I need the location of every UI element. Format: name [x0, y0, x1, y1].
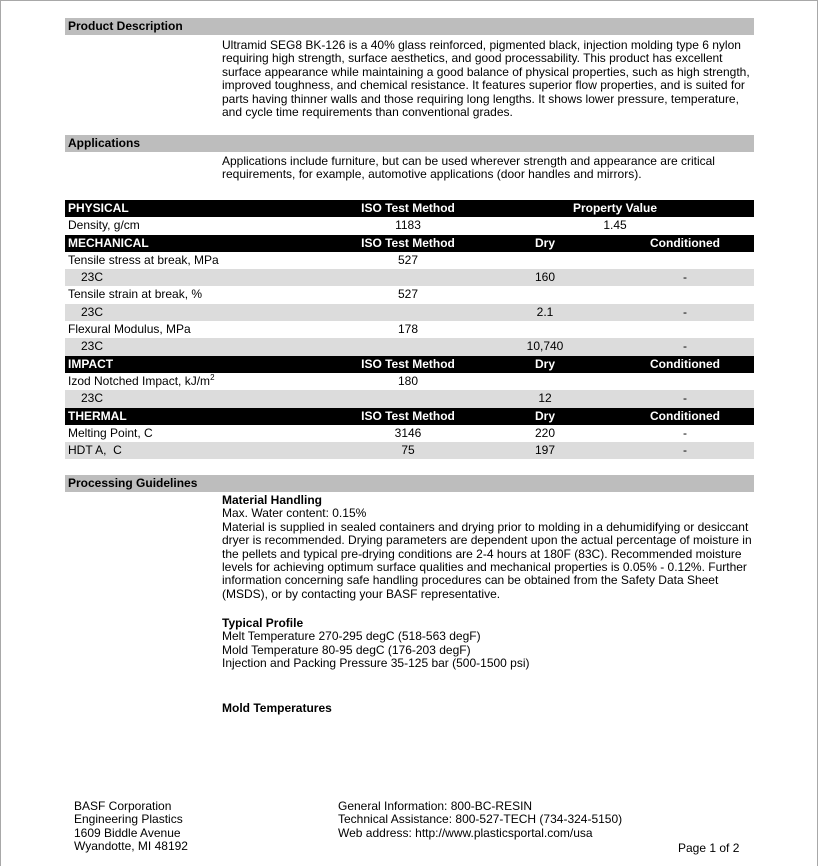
- mechanical-header-row: [65, 235, 754, 252]
- text-line: levels for achieving optimum surface qualities and mechanical properties is 0.05% - 0.12%. Further: [222, 560, 747, 575]
- product-description-heading: Product Description: [65, 18, 754, 35]
- physical-header-row: [65, 200, 754, 217]
- dry-value: 12: [538, 391, 552, 406]
- footer-contact: [338, 800, 622, 840]
- general-info-phone: General Information: 800-BC-RESIN: [338, 799, 533, 813]
- text-line: parts having thinner walls and those requiring long lengths. It shows lower pressure, temperature,: [222, 91, 739, 106]
- iso-method: 527: [397, 252, 419, 267]
- thermal-header-row: [65, 408, 754, 425]
- text-line: and cycle time requirements than conventional grades.: [222, 105, 513, 120]
- property-name: [68, 373, 215, 390]
- dry-value: 10,740: [526, 339, 564, 354]
- table-row: [65, 321, 754, 338]
- properties-table: [65, 200, 754, 459]
- dry-value: 220: [534, 425, 556, 440]
- conditioned-header: Conditioned: [650, 356, 720, 371]
- iso-method-header: ISO Test Method: [361, 356, 455, 371]
- unit-superscript: 2: [210, 372, 215, 382]
- iso-method-header: ISO Test Method: [361, 201, 455, 215]
- division-name: Engineering Plastics: [74, 812, 183, 827]
- typical-profile-title: Typical Profile: [222, 616, 304, 630]
- table-row: [65, 286, 754, 303]
- iso-method: 178: [397, 322, 419, 337]
- dry-header: Dry: [534, 408, 555, 423]
- web-address: Web address: http://www.plasticsportal.com/usa: [338, 825, 593, 840]
- iso-method: 3146: [394, 425, 422, 440]
- property-name-text: Izod Notched Impact, kJ/m: [68, 373, 211, 388]
- material-handling-block: [222, 494, 762, 601]
- property-name: HDT A, C: [68, 443, 122, 458]
- conditioned-value: -: [683, 339, 687, 354]
- typical-profile-block: [222, 617, 762, 671]
- dry-value: 160: [534, 270, 556, 285]
- iso-method: 1183: [395, 218, 421, 233]
- property-name: Melting Point, C: [68, 425, 153, 440]
- text-line: the pellets and typical pre-drying conditions are 2-4 hours at 180F (83C). Recommended moisture: [222, 546, 742, 561]
- dry-header: Dry: [534, 235, 555, 250]
- dry-value: 2.1: [536, 304, 554, 319]
- text-line: requiring high strength, surface aesthetics, and good processability. This product has excellent: [222, 51, 723, 66]
- iso-method-header: ISO Test Method: [361, 408, 455, 423]
- text-line: Ultramid SEG8 BK-126 is a 40% glass reinforced, pigmented black, injection molding type 6 nylon: [222, 38, 741, 52]
- property-name: Density, g/cm: [68, 218, 140, 233]
- table-row: [65, 442, 754, 459]
- iso-method: 527: [397, 287, 419, 302]
- table-row: [65, 304, 754, 321]
- text-line: improved toughness, and chemical resistance. It features superior flow properties, and is suited for: [222, 78, 745, 93]
- conditioned-value: -: [683, 391, 687, 406]
- street-address: 1609 Biddle Avenue: [74, 825, 181, 840]
- condition-temp: 23C: [81, 304, 104, 319]
- applications-text: [222, 155, 762, 182]
- conditioned-value: -: [683, 270, 687, 285]
- text-line: Max. Water content: 0.15%: [222, 506, 367, 521]
- condition-temp: 23C: [81, 391, 104, 406]
- mechanical-category: MECHANICAL: [68, 235, 149, 250]
- table-row: [65, 269, 754, 286]
- condition-temp: 23C: [81, 270, 104, 285]
- impact-header-row: [65, 356, 754, 373]
- property-name: Flexural Modulus, MPa: [68, 322, 191, 337]
- text-line: dryer is recommended. Drying parameters are dependent upon the actual percentage of moisture in: [222, 533, 752, 548]
- company-name: BASF Corporation: [74, 799, 172, 813]
- dry-value: 197: [534, 443, 556, 458]
- table-row: [65, 373, 754, 390]
- text-line: information concerning safe handling procedures can be obtained from the Safety Data Sheet: [222, 573, 719, 588]
- technical-assistance-phone: Technical Assistance: 800-527-TECH (734-324-5150): [338, 812, 623, 827]
- text-line: (MSDS), or by contacting your BASF representative.: [222, 586, 501, 601]
- product-description-text: [222, 39, 762, 119]
- property-name: Tensile stress at break, MPa: [68, 252, 219, 267]
- table-row: [65, 390, 754, 407]
- text-line: Mold Temperature 80-95 degC (176-203 degF): [222, 642, 471, 657]
- text-line: Melt Temperature 270-295 degC (518-563 degF): [222, 629, 481, 644]
- thermal-category: THERMAL: [68, 408, 127, 423]
- conditioned-value: -: [683, 304, 687, 319]
- text-line: requirements, for example, automotive applications (door handles and mirrors).: [222, 167, 642, 182]
- iso-method-header: ISO Test Method: [361, 235, 455, 250]
- table-row: [65, 217, 754, 234]
- impact-category: IMPACT: [68, 356, 114, 371]
- dry-header: Dry: [534, 356, 555, 371]
- conditioned-value: -: [683, 425, 687, 440]
- city-state-zip: Wyandotte, MI 48192: [74, 839, 188, 854]
- property-name: Tensile strain at break, %: [68, 287, 203, 302]
- material-handling-title: Material Handling: [222, 493, 323, 507]
- text-line: Injection and Packing Pressure 35-125 bar (500-1500 psi): [222, 656, 530, 671]
- conditioned-header: Conditioned: [650, 408, 720, 423]
- mold-temperatures-title: Mold Temperatures: [222, 701, 332, 715]
- property-value: 1.45: [603, 218, 627, 233]
- footer-address: [74, 800, 188, 854]
- text-line: Material is supplied in sealed containers and drying prior to molding in a dehumidifying or desiccant: [222, 519, 749, 534]
- condition-temp: 23C: [81, 339, 104, 354]
- conditioned-header: Conditioned: [650, 235, 720, 250]
- table-row: [65, 338, 754, 355]
- text-line: Applications include furniture, but can be used wherever strength and appearance are critical: [222, 154, 715, 168]
- page-number: Page 1 of 2: [678, 841, 740, 855]
- iso-method: 75: [401, 443, 415, 458]
- physical-category: PHYSICAL: [68, 201, 129, 215]
- property-value-header: Property Value: [572, 201, 658, 215]
- iso-method: 180: [397, 373, 419, 388]
- datasheet-page: [1, 1, 817, 866]
- conditioned-value: -: [683, 443, 687, 458]
- text-line: surface appearance while maintaining a good balance of physical properties, such as high strength,: [222, 64, 750, 79]
- applications-heading: Applications: [65, 135, 754, 152]
- table-row: [65, 425, 754, 442]
- table-row: [65, 252, 754, 269]
- processing-guidelines-heading: Processing Guidelines: [65, 475, 754, 492]
